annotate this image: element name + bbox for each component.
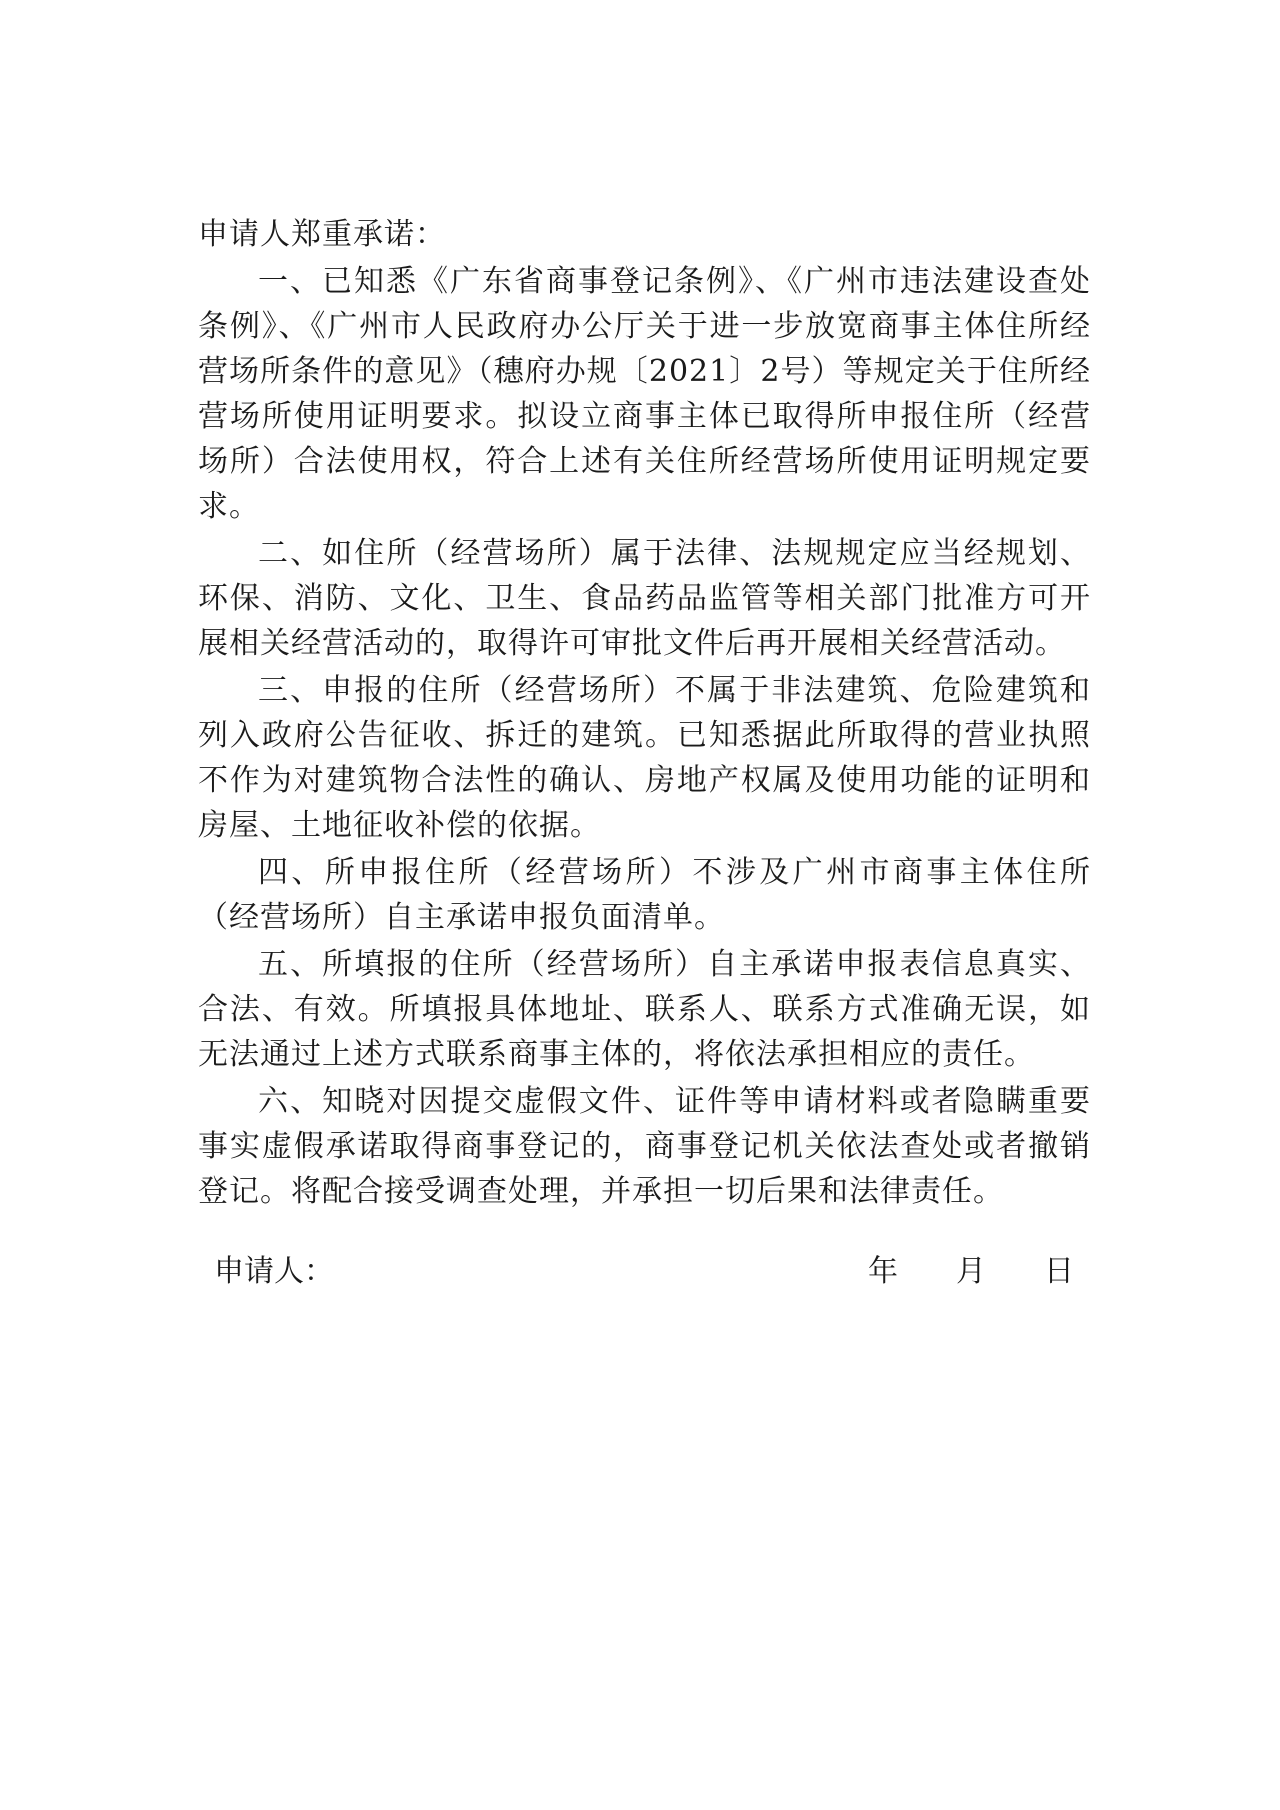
clause-5: 五、所填报的住所（经营场所）自主承诺申报表信息真实、合法、有效。所填报具体地址、联系人、联系方式准确无误，如无法通过上述方式联系商事主体的，将依法承担相应的责任。 — [198, 947, 1091, 1072]
clause-1: 一、已知悉《广东省商事登记条例》、《广州市违法建设查处条例》、《广州市人民政府办公厅关于进一步放宽商事主体住所经营场所条件的意见》（穗府办规〔2021〕2号）等规定关于住所经营场所使用证明要求。拟设立商事主体已取得所申报住所（经营场所）合法使用权，符合上述有关住所经营场所使用证明规定要求。 — [198, 264, 1091, 524]
month-label: 月 — [956, 1254, 986, 1289]
salutation: 申请人郑重承诺： — [198, 217, 446, 252]
date-fields — [868, 1249, 1074, 1294]
applicant-label: 申请人： — [214, 1254, 334, 1289]
clause-2: 二、如住所（经营场所）属于法律、法规规定应当经规划、环保、消防、文化、卫生、食品药品监管等相关部门批准方可开展相关经营活动的，取得许可审批文件后再开展相关经营活动。 — [198, 536, 1091, 661]
clause-3: 三、申报的住所（经营场所）不属于非法建筑、危险建筑和列入政府公告征收、拆迁的建筑。已知悉据此所取得的营业执照不作为对建筑物合法性的确认、房地产权属及使用功能的证明和房屋、土地征收补偿的依据。 — [198, 673, 1091, 843]
day-label: 日 — [1044, 1254, 1074, 1289]
commitment-document — [198, 212, 1091, 1216]
clause-4: 四、所申报住所（经营场所）不涉及广州市商事主体住所（经营场所）自主承诺申报负面清单。 — [198, 855, 1091, 935]
signature-row — [214, 1249, 1074, 1299]
year-label: 年 — [868, 1254, 898, 1289]
clause-6: 六、知晓对因提交虚假文件、证件等申请材料或者隐瞒重要事实虚假承诺取得商事登记的，商事登记机关依法查处或者撤销登记。将配合接受调查处理，并承担一切后果和法律责任。 — [198, 1084, 1091, 1209]
